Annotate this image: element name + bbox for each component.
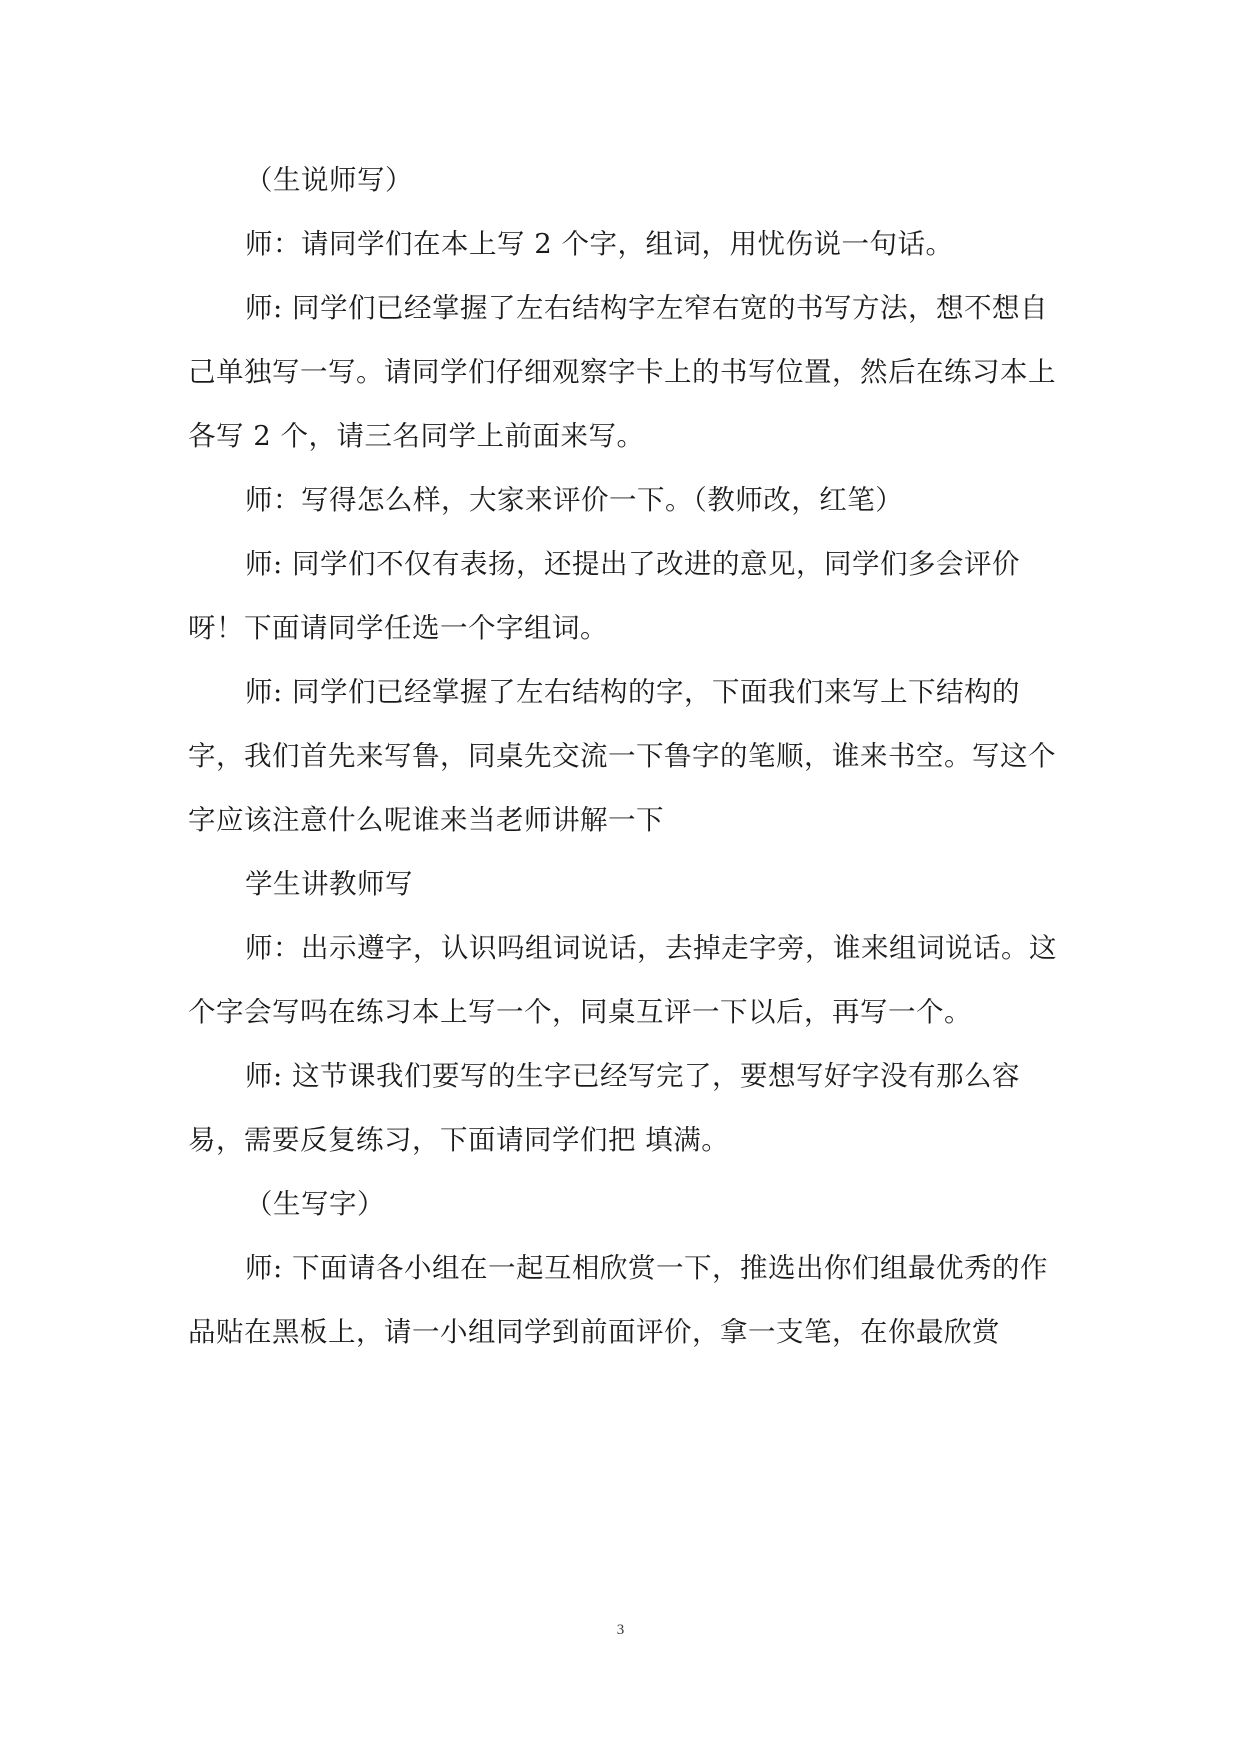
paragraph-practice-fill: 师: 这节课我们要写的生字已经写完了，要想写好字没有那么容易，需要反复练习，下面请同学们把 填满。 — [188, 1060, 1021, 1156]
paragraph-zun-character: 师：出示遵字，认识吗组词说话，去掉走字旁，谁来组词说话。这个字会写吗在练习本上写一个，同桌互评一下以后，再写一个。 — [188, 932, 1057, 1028]
paragraph-evaluate: 师：写得怎么样，大家来评价一下。（教师改，红笔） — [245, 484, 904, 516]
paragraph-top-bottom-structure: 师: 同学们已经掌握了左右结构的字，下面我们来写上下结构的字，我们首先来写鲁，同桌先交流一下鲁字的笔顺，谁来书空。写这个字应该注意什么呢谁来当老师讲解一下 — [188, 676, 1056, 836]
paragraph-group-appreciate: 师: 下面请各小组在一起互相欣赏一下，推选出你们组最优秀的作品贴在黑板上，请一小组同学到前面评价，拿一支笔，在你最欣赏 — [188, 1252, 1049, 1348]
document-body — [188, 148, 1068, 1364]
paragraph-left-right-structure: 师: 同学们已经掌握了左右结构字左窄右宽的书写方法，想不想自己单独写一写。请同学们仔细观察字卡上的书写位置，然后在练习本上各写 2 个，请三名同学上前面来写。 — [188, 292, 1056, 452]
page-number: 3 — [616, 1622, 625, 1638]
paragraph-students-write: （生写字） — [245, 1188, 385, 1220]
paragraph-student-speak-teacher-write: （生说师写） — [245, 164, 413, 196]
paragraph-student-explain: 学生讲教师写 — [245, 868, 413, 900]
paragraph-praise-suggestions: 师: 同学们不仅有表扬，还提出了改进的意见，同学们多会评价呀！下面请同学任选一个字组词。 — [188, 548, 1021, 644]
paragraph-write-two-characters: 师：请同学们在本上写 2 个字，组词，用忧伤说一句话。 — [245, 228, 954, 260]
